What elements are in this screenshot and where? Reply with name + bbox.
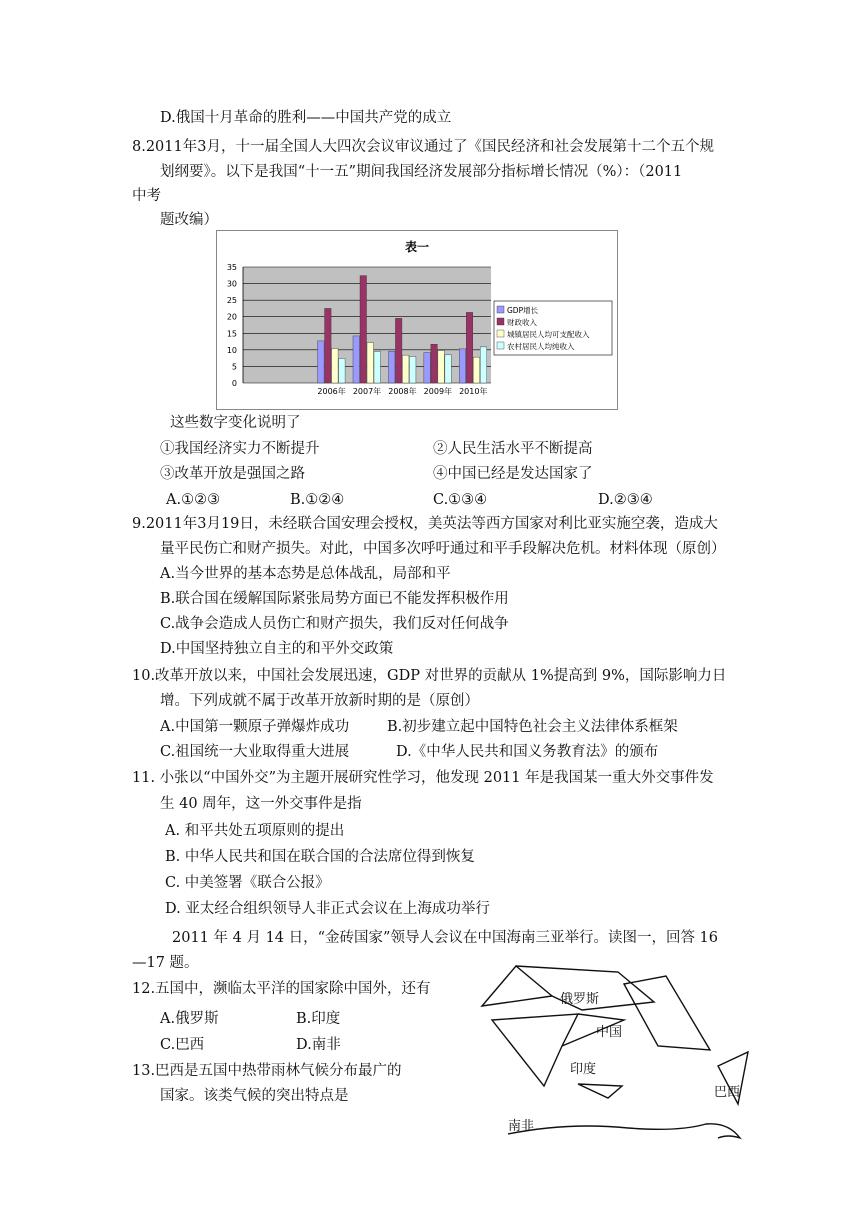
q8-option-b: B.①②④ (290, 492, 345, 508)
q13-stem-line1: 13.巴西是五国中热带雨林气候分布最广的 (132, 1063, 402, 1079)
bar (473, 357, 480, 383)
brics-intro-line1: 2011 年 4 月 14 日，“金砖国家”领导人会议在中国海南三亚举行。读图一，回答 16 (172, 930, 719, 946)
q7-option-d: D.俄国十月革命的胜利——中国共产党的成立 (160, 110, 452, 126)
x-tick-label: 2008年 (388, 387, 417, 396)
x-tick-label: 2006年 (317, 387, 346, 396)
q12-option-b: B.印度 (296, 1011, 341, 1027)
legend-label: 农村居民人均纯收入 (507, 342, 575, 351)
q8-stem-line3: 中考 (132, 188, 161, 204)
q12-option-a: A.俄罗斯 (160, 1011, 219, 1027)
russia-shape (482, 966, 552, 1006)
q11-option-c: C. 中美签署《联合公报》 (165, 875, 330, 891)
bar-chart-svg (217, 231, 617, 409)
q8-item-4: ④中国已经是发达国家了 (433, 466, 593, 482)
map-label-south-africa: 南非 (508, 1119, 535, 1134)
bar (395, 318, 402, 383)
y-tick-label: 20 (226, 312, 237, 322)
y-tick-label: 5 (231, 362, 237, 372)
chart-title: 表一 (404, 240, 430, 254)
southern-outline-shape (578, 1084, 622, 1098)
map-label-china: 中国 (596, 1025, 623, 1040)
q13-stem-line2: 国家。该类气候的突出特点是 (160, 1088, 349, 1104)
q12-option-d: D.南非 (296, 1037, 341, 1053)
legend-label: GDP增长 (507, 306, 539, 315)
legend-swatch (497, 318, 504, 325)
bar (367, 343, 374, 383)
plot-area (227, 263, 612, 396)
legend-swatch (497, 306, 504, 313)
q9-option-c: C.战争会造成人员伤亡和财产损失，我们反对任何战争 (160, 616, 509, 632)
q11-stem-line2: 生 40 周年，这一外交事件是指 (160, 796, 362, 812)
q10-option-d: D.《中华人民共和国义务教育法》的颁布 (396, 744, 659, 760)
q8-prompt: 这些数字变化说明了 (170, 415, 301, 431)
q11-option-a: A. 和平共处五项原则的提出 (165, 823, 345, 839)
china-shape (492, 1014, 578, 1086)
bar (318, 341, 325, 383)
legend-label: 财政收入 (507, 318, 537, 327)
bar-chart-table-one (216, 230, 618, 410)
q8-option-d: D.②③④ (598, 492, 653, 508)
q8-item-2: ②人民生活水平不断提高 (433, 441, 593, 457)
q11-stem-line1: 11. 小张以“中国外交”为主题开展研究性学习，他发现 2011 年是我国某一重大外交事件发 (132, 770, 714, 786)
q12-stem: 12.五国中，濒临太平洋的国家除中国外，还有 (132, 981, 431, 997)
south-africa-coast-line (508, 1124, 740, 1138)
q11-option-b: B. 中华人民共和国在联合国的合法席位得到恢复 (165, 849, 475, 865)
bar (466, 312, 473, 383)
q9-option-a: A.当今世界的基本态势是总体战乱，局部和平 (160, 566, 451, 582)
map-label-russia: 俄罗斯 (560, 992, 600, 1007)
q8-option-a: A.①②③ (166, 492, 221, 508)
q9-stem-line2: 量平民伤亡和财产损失。对此，中国多次呼吁通过和平手段解决危机。材料体现（原创） (160, 541, 726, 557)
bar (409, 356, 416, 383)
q9-option-d: D.中国坚持独立自主的和平外交政策 (160, 641, 394, 657)
brics-sketch-map (478, 962, 750, 1154)
bar (332, 349, 339, 383)
q9-option-b: B.联合国在缓解国际紧张局势方面已不能发挥积极作用 (160, 591, 509, 607)
y-tick-label: 35 (226, 263, 237, 272)
x-tick-label: 2009年 (423, 387, 453, 396)
legend-swatch (497, 342, 504, 349)
x-tick-label: 2010年 (459, 387, 488, 396)
bar (353, 336, 360, 383)
q10-stem-line2: 增。下列成就不属于改革开放新时期的是（原创） (160, 693, 479, 709)
q10-option-b: B.初步建立起中国特色社会主义法律体系框架 (387, 719, 678, 735)
bar (459, 349, 466, 383)
map-label-india: 印度 (570, 1062, 597, 1077)
y-tick-label: 30 (226, 279, 237, 289)
bar (438, 351, 445, 383)
bar (360, 276, 367, 383)
y-tick-label: 25 (226, 296, 237, 306)
q8-stem-line1: 8.2011年3月，十一届全国人大四次会议审议通过了《国民经济和社会发展第十二个五个规 (132, 139, 714, 155)
q8-item-1: ①我国经济实力不断提升 (160, 441, 320, 457)
bar (402, 355, 409, 383)
bar (424, 353, 431, 383)
bar (374, 352, 381, 383)
legend-label: 城镇居民人均可支配收入 (507, 330, 590, 339)
y-tick-label: 10 (226, 345, 237, 355)
q9-stem-line1: 9.2011年3月19日，未经联合国安理会授权，美英法等西方国家对利比亚实施空袭，造成大 (132, 516, 718, 532)
q8-stem-line2: 划纲要》。以下是我国“十一五”期间我国经济发展部分指标增长情况（%）：（2011 (160, 164, 683, 180)
q8-option-c: C.①③④ (433, 492, 488, 508)
x-tick-label: 2007年 (352, 387, 382, 396)
bar (388, 351, 395, 383)
q12-option-c: C.巴西 (160, 1037, 205, 1053)
q10-option-c: C.祖国统一大业取得重大进展 (160, 744, 350, 760)
legend-swatch (497, 330, 504, 337)
bar (325, 308, 332, 383)
q8-item-3: ③改革开放是强国之路 (160, 466, 305, 482)
bar (431, 344, 438, 383)
bar (480, 347, 487, 383)
q11-option-d: D. 亚太经合组织领导人非正式会议在上海成功举行 (165, 901, 490, 917)
q8-stem-line4: 题改编） (160, 212, 218, 228)
q10-option-a: A.中国第一颗原子弹爆炸成功 (160, 719, 350, 735)
map-label-brazil: 巴西 (714, 1085, 741, 1100)
y-tick-label: 0 (231, 379, 237, 388)
bar (445, 355, 452, 383)
q10-stem-line1: 10.改革开放以来，中国社会发展迅速，GDP 对世界的贡献从 1%提高到 9%，国际影响力日 (132, 668, 727, 684)
bar (339, 358, 346, 383)
brics-intro-line2: —17 题。 (132, 955, 199, 971)
y-tick-label: 15 (226, 329, 237, 339)
